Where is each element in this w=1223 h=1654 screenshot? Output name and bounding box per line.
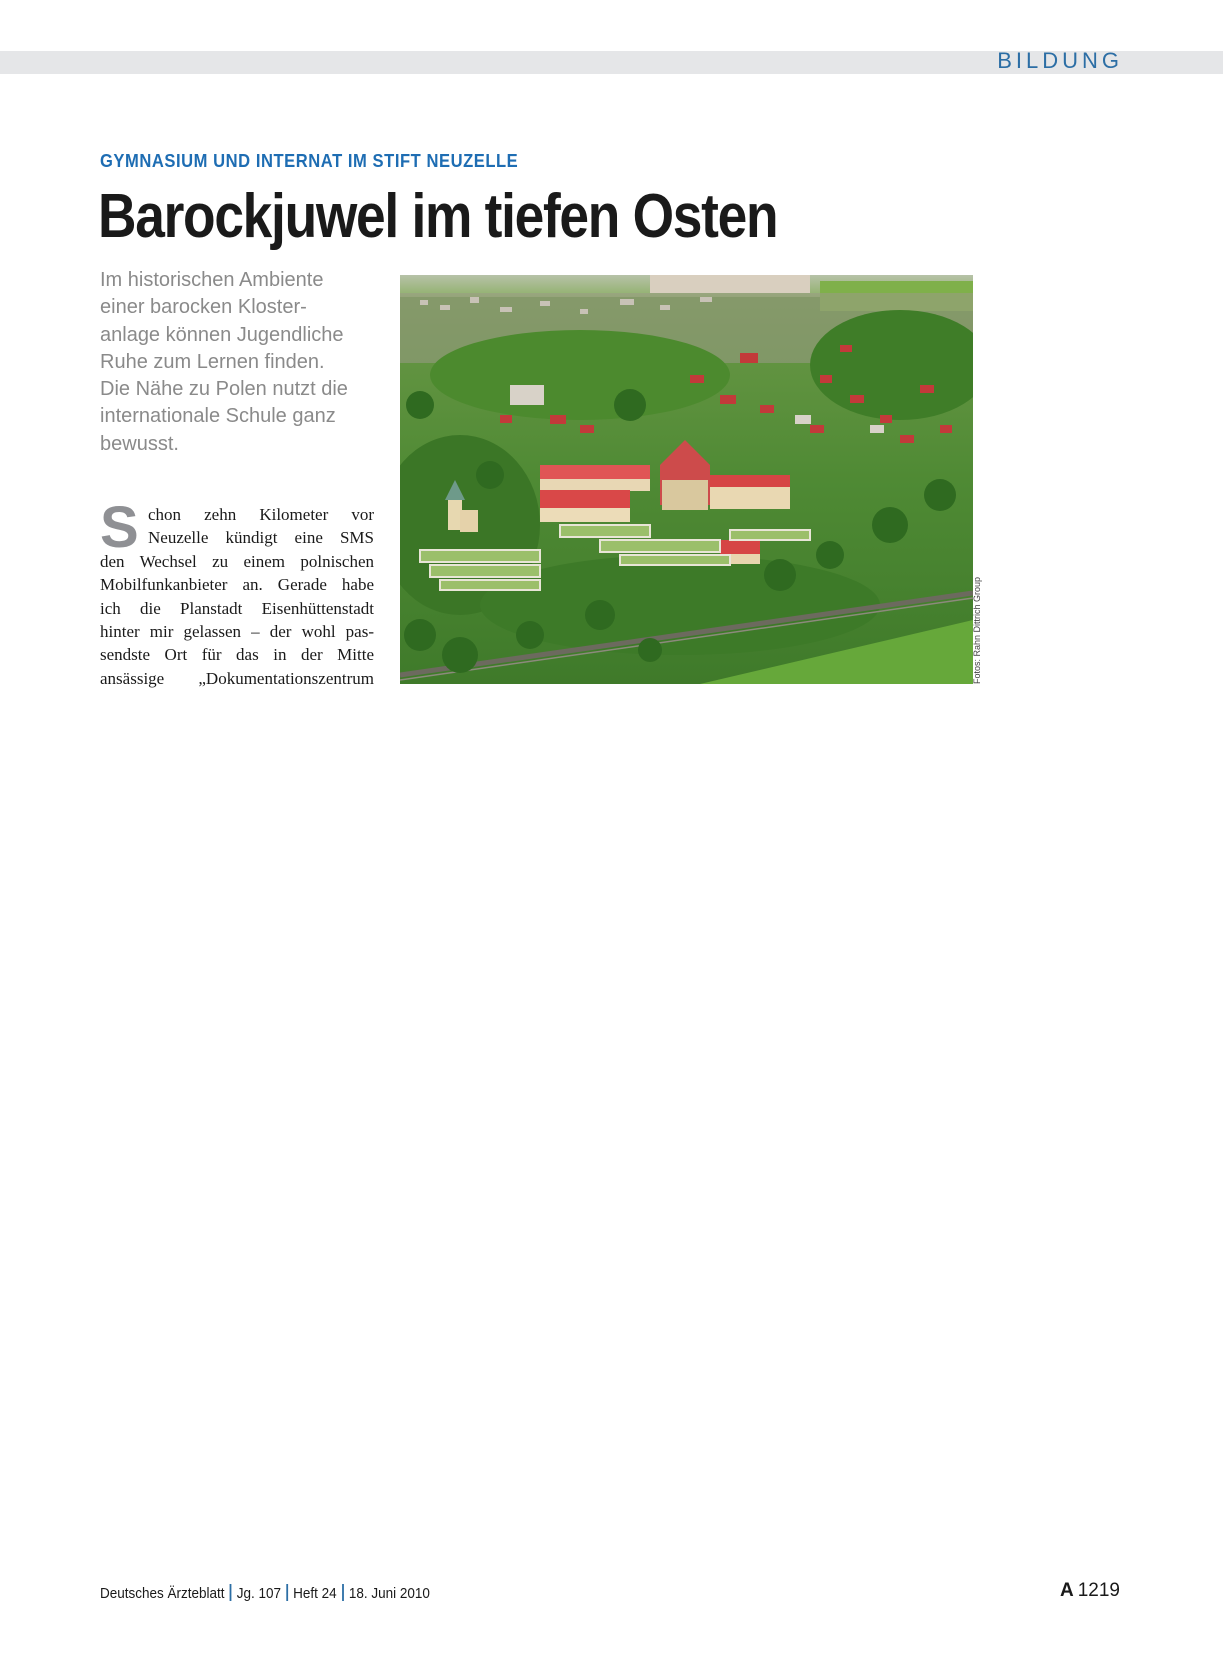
body-line: chon zehn Kilometer vor (148, 505, 374, 524)
lead-line: einer barocken Kloster- (100, 296, 307, 319)
lead-line: Im historischen Ambiente (100, 269, 324, 291)
footer-separator (286, 1584, 287, 1601)
article-kicker: GYMNASIUM UND INTERNAT IM STIFT NEUZELLE (100, 151, 519, 171)
section-label: BILDUNG (997, 48, 1123, 73)
lead-line: internationale Schule ganz (100, 405, 336, 428)
photo-credit: Fotos: Rahn Dittrich Group (972, 576, 982, 684)
body-line: hinter mir gelassen – der wohl pas- (100, 621, 374, 641)
aerial-photo-monastery (400, 275, 973, 684)
lead-line: anlage können Jugendliche (100, 323, 344, 346)
body-line: sendste Ort für das in der Mitte (100, 645, 374, 665)
footer-journal: Deutsches Ärzteblatt (100, 1585, 225, 1602)
page-number (1060, 1580, 1120, 1602)
page-number-value: 1219 (1077, 1580, 1120, 1601)
body-line: Neuzelle kündigt eine SMS (148, 528, 374, 548)
page-prefix: A (1059, 1580, 1074, 1601)
page-footer (100, 1584, 430, 1602)
footer-volume: Jg. 107 (236, 1585, 282, 1602)
footer-issue: Heft 24 (293, 1585, 337, 1602)
footer-separator (230, 1584, 231, 1601)
footer-separator (342, 1584, 343, 1601)
drop-cap: S (100, 495, 139, 560)
footer-date: 18. Juni 2010 (348, 1585, 430, 1602)
lead-line: Ruhe zum Lernen finden. (100, 350, 325, 373)
body-line: den Wechsel zu einem polnischen (100, 551, 374, 571)
article-headline: Barockjuwel im tiefen Osten (98, 182, 778, 251)
lead-line: Die Nähe zu Polen nutzt die (100, 378, 348, 401)
body-line: ansässige „Dokumentationszentrum (100, 668, 374, 688)
lead-line: bewusst. (100, 432, 179, 455)
article-body (100, 495, 374, 690)
body-line: Mobilfunkanbieter an. Gerade habe (100, 575, 374, 595)
body-line: ich die Planstadt Eisenhüttenstadt (100, 598, 374, 618)
article-lead (100, 267, 385, 458)
